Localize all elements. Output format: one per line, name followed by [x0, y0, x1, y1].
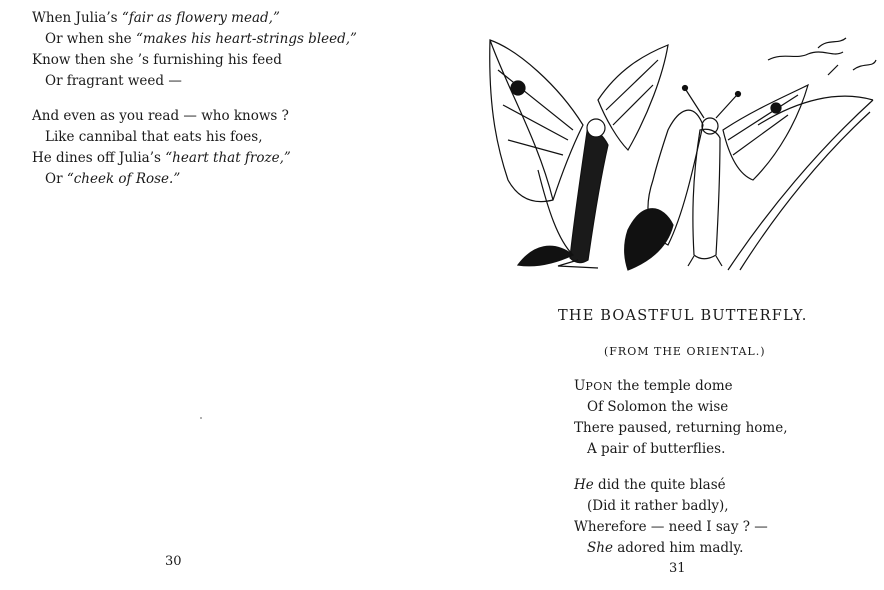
verse-quote: “fair as flowery mead,” — [121, 10, 280, 26]
left-stanza-2 — [32, 106, 291, 190]
left-stanza-1 — [32, 8, 357, 92]
verse-quote: “cheek of Rose.” — [66, 171, 181, 187]
verse-line: Know then she ’s furnishing his feed — [32, 52, 282, 68]
verse-text: Or — [45, 171, 67, 187]
verse-line — [574, 538, 768, 559]
verse-text: did the quite blasé — [593, 477, 726, 493]
verse-text: Or when she — [45, 31, 136, 47]
verse-line: And even as you read — who knows ? — [32, 108, 289, 124]
verse-line — [32, 169, 291, 190]
verse-quote: “heart that froze,” — [165, 150, 291, 166]
verse-line — [32, 148, 291, 169]
verse-text: When Julia’s — [32, 10, 122, 26]
verse-line: Or fragrant weed — — [45, 73, 182, 89]
verse-line: (Did it rather badly), — [587, 498, 729, 514]
right-stanza-2 — [574, 475, 768, 559]
right-stanza-1 — [574, 376, 788, 460]
verse-text: adored him madly. — [612, 540, 744, 556]
page-number: 31 — [669, 561, 686, 576]
poem-subtitle: (FROM THE ORIENTAL.) — [604, 345, 766, 358]
verse-line: Like cannibal that eats his foes, — [45, 129, 263, 145]
right-page — [442, 0, 884, 590]
paper-speck — [200, 417, 202, 419]
verse-text: He dines off Julia’s — [32, 150, 166, 166]
verse-line — [32, 8, 357, 29]
verse-line — [574, 376, 788, 397]
verse-smallcaps: PON — [585, 380, 613, 393]
page-number: 30 — [165, 554, 182, 569]
verse-line — [574, 475, 768, 496]
verse-line: A pair of butterflies. — [587, 441, 726, 457]
poem-title: THE BOASTFUL BUTTERFLY. — [558, 308, 808, 324]
verse-emphasis: He — [574, 477, 594, 493]
verse-quote: “makes his heart-strings bleed,” — [135, 31, 357, 47]
verse-emphasis: She — [587, 540, 613, 556]
verse-line: Wherefore — need I say ? — — [574, 519, 768, 535]
verse-line: Of Solomon the wise — [587, 399, 729, 415]
verse-text: the temple dome — [612, 378, 733, 394]
verse-line: There paused, returning home, — [574, 420, 788, 436]
verse-line — [32, 29, 357, 50]
verse-initial: U — [574, 378, 586, 394]
two-butterfly-figures-illustration — [478, 30, 878, 280]
